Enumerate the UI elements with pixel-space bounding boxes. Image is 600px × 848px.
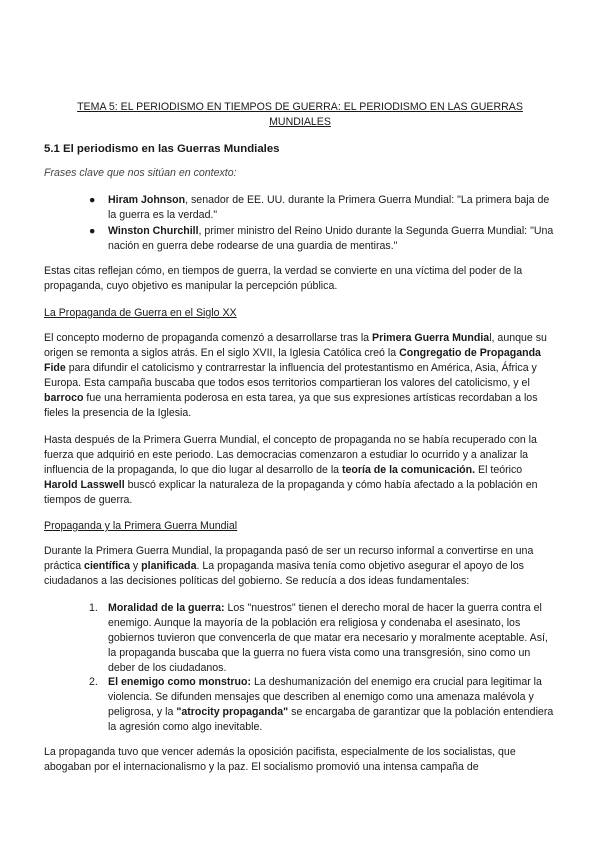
paragraph-oposicion-pacifista: La propaganda tuvo que vencer además la oposición pacifista, especialmente de los socialistas, que abogaban por el internacionalismo y la paz. El socialismo promovió una intensa campaña de	[44, 746, 516, 773]
ordered-item: 1. Moralidad de la guerra: Los "nuestros" tienen el derecho moral de hacer la guerra contra el enemigo. Aunque la mayoría de la población era religiosa y condenaba el asesinato, los gobiernos tuvieron que convencerla de que matar era necesario y moralmente aceptable. Así, la propaganda buscaba que la guerra no fuera vista como una transgresión, sino como un deber de los ciudadanos.	[89, 602, 548, 674]
paragraph-concepto-propaganda: El concepto moderno de propaganda comenzó a desarrollarse tras la Primera Guerra Mundial, aunque su origen se remonta a siglos atrás. En el siglo XVII, la Iglesia Católica creó la Congregatio de Propaganda Fide para difundir el catolicismo y contrarrestar la influencia del protestantismo en América, Asia, África y Europa. Esta campaña buscaba que todos esos territorios compartieran los valores del catolicismo, y el barroco fue una herramienta poderosa en esta tarea, ya que sus expresiones artísticas recordaban a los fieles la presencia de la Iglesia.	[44, 332, 547, 419]
document-title: TEMA 5: EL PERIODISMO EN TIEMPOS DE GUERRA: EL PERIODISMO EN LAS GUERRAS MUNDIALES	[77, 101, 523, 128]
bullet-marker: ●	[89, 225, 96, 237]
subheading-primera-guerra: Propaganda y la Primera Guerra Mundial	[44, 520, 238, 532]
paragraph-propaganda-masiva: Durante la Primera Guerra Mundial, la propaganda pasó de ser un recurso informal a convertirse en una práctica científica y planificada. La propaganda masiva tenía como objetivo asegurar el apoyo de los ciudadanos a las decisiones políticas del gobierno. Se reducía a dos ideas fundamentales:	[44, 545, 534, 587]
paragraph-teoria-comunicacion: Hasta después de la Primera Guerra Mundial, el concepto de propaganda no se había recuperado con la fuerza que adquirió en este periodo. Las democracias comenzaron a estudiar lo ocurrido y a analizar la influencia de la propaganda, lo que dio lugar al desarrollo de la teoría de la comunicación. El teórico Harold Lasswell buscó explicar la naturaleza de la propaganda y cómo había afectado a la población en tiempos de guerra.	[44, 434, 538, 506]
paragraph-citas: Estas citas reflejan cómo, en tiempos de guerra, la verdad se convierte en una víctima del poder de la propaganda, cuyo objetivo es manipular la percepción pública.	[44, 265, 523, 292]
list-number: 1.	[89, 602, 98, 614]
bullet-item	[89, 193, 558, 223]
quote-text: , senador de EE. UU. durante la Primera Guerra Mundial: "La primera baja de la guerra es la verdad."	[108, 194, 550, 221]
subheading-propaganda-siglo-xx: La Propaganda de Guerra en el Siglo XX	[44, 307, 237, 319]
section-heading: 5.1 El periodismo en las Guerras Mundiales	[44, 143, 280, 155]
bullet-item	[89, 224, 558, 254]
quote-text: , primer ministro del Reino Unido durante la Segunda Guerra Mundial: "Una nación en guerra debe rodearse de una guardia de mentiras."	[108, 225, 554, 252]
quote-author: Winston Churchill	[108, 225, 199, 237]
quote-author: Hiram Johnson	[108, 194, 186, 206]
ordered-item: 2. El enemigo como monstruo: La deshumanización del enemigo era crucial para legitimar la violencia. Se difunden mensajes que describen al enemigo como una amenaza malévola y peligrosa, y la "atrocity propaganda" se encargaba de garantizar que la población entendiera la agresión como algo inevitable.	[89, 676, 554, 733]
list-number: 2.	[89, 676, 98, 688]
bullet-marker: ●	[89, 194, 96, 206]
intro-line: Frases clave que nos sitúan en contexto:	[44, 167, 237, 179]
